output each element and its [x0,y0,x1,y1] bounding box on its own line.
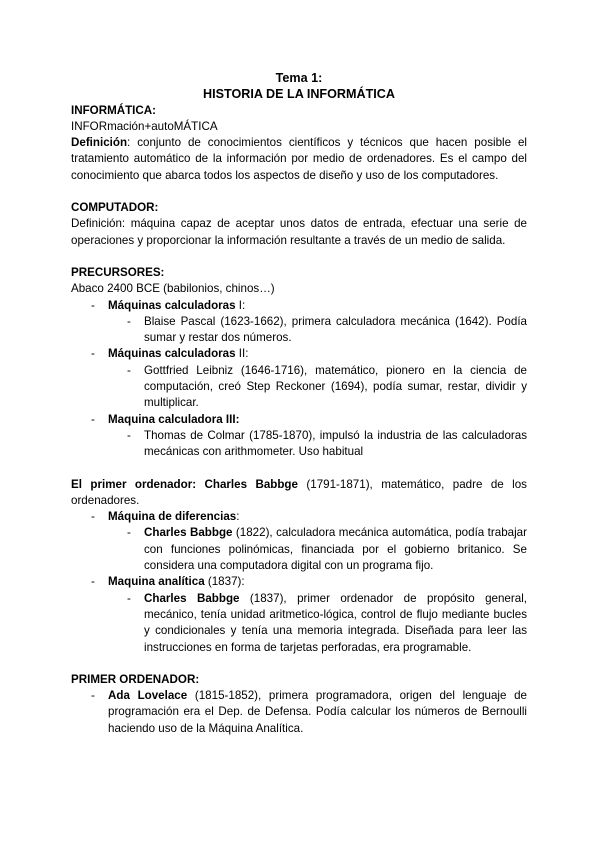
sub-item-text: (1837), primer ordenador de propósito general, mecánico, tenía unidad aritmetico-lógica, control de flujo mediante bucles y condicionales y tenía una memoria integrada. Diseñada para leer las instrucciones en forma de tarjetas perforadas, era programable. [144,591,527,654]
list-item-label: Maquina calculadora III: [108,412,240,426]
definition-label: Definición [71,136,128,150]
babbage-intro-text: (1791-1871), matemático, padre de los ordenadores. [71,477,527,507]
precursores-heading: PRECURSORES: [71,265,165,279]
list-item [71,412,527,428]
list-item [71,346,527,362]
document-page [71,70,527,737]
list-item-label: Máquinas calculadoras [108,347,236,361]
list-item-label: Máquina de diferencias [108,510,237,524]
primer-ordenador-heading: PRIMER ORDENADOR: [71,672,200,686]
dash-marker: - [127,314,131,328]
sub-list-item [71,314,527,347]
list-item-suffix: : [236,510,240,524]
list-item-label: Maquina analítica [108,575,205,589]
informatica-heading: INFORMÁTICA: [71,103,157,117]
list-item-suffix: (1837): [204,575,245,589]
informatica-etymology: INFORmación+autoMÁTICA [71,119,218,133]
list-item-suffix: II: [235,347,249,361]
sub-item-bold: Charles Babbge [144,591,240,605]
dash-marker: - [127,591,131,605]
dash-marker: - [127,363,131,377]
dash-marker: - [91,575,95,589]
babbage-intro-bold: El primer ordenador: Charles Babbge [71,477,298,491]
dash-marker: - [91,689,95,703]
sub-item-text: Thomas de Colmar (1785-1870), impulsó la industria de las calculadoras mecánicas con arithmometer. Uso habitual [144,428,527,459]
sub-item-text: Blaise Pascal (1623-1662), primera calculadora mecánica (1642). Podía sumar y restar dos números. [144,314,527,345]
sub-list-item [71,428,527,461]
dash-marker: - [91,510,95,524]
list-item [71,574,527,590]
computador-definition: Definición: máquina capaz de aceptar unos datos de entrada, efectuar una serie de operaciones y proporcionar la información resultante a través de un medio de salida. [71,217,527,247]
sub-list-item [71,525,527,574]
sub-item-bold: Charles Babbge [144,526,233,540]
list-item-bold: Ada Lovelace [108,689,188,703]
dash-marker: - [127,526,131,540]
dash-marker: - [91,298,95,312]
title-line-1: Tema 1: [275,71,323,85]
list-item [71,688,527,737]
list-item [71,509,527,525]
sub-item-text: (1822), calculadora mecánica automática, podía trabajar con funciones polinómicas, financiada por el gobierno britanico. Se considera una computadora digital con un programa fijo. [144,526,527,573]
sub-item-text: Gottfried Leibniz (1646-1716), matemático, pionero en la ciencia de computación, creó Step Reckoner (1694), podía sumar, restar, dividir y multiplicar. [144,363,527,410]
list-item-label: Máquinas calculadoras [108,298,236,312]
dash-marker: - [91,412,95,426]
definition-text: : conjunto de conocimientos científicos y técnicos que hacen posible el tratamiento automático de la información por medio de ordenadores. Es el campo del conocimiento que abarca todos los aspectos de diseño y uso de los computadores. [71,136,527,182]
informatica-definition [71,135,527,184]
dash-marker: - [91,347,95,361]
list-item [71,298,527,314]
list-item-suffix: I: [235,298,246,312]
page-title: HISTORIA DE LA INFORMÁTICA [203,87,395,102]
list-item-text: (1815-1852), primera programadora, origen del lenguaje de programación era el Dep. de Defensa. Podía calcular los números de Bernoulli haciendo uso de la Máquina Analítica. [108,689,528,735]
sub-list-item [71,363,527,412]
sub-list-item [71,591,527,656]
computador-heading: COMPUTADOR: [71,201,159,215]
babbage-intro [71,477,527,510]
abaco-line: Abaco 2400 BCE (babilonios, chinos…) [71,282,275,296]
dash-marker: - [127,428,131,442]
